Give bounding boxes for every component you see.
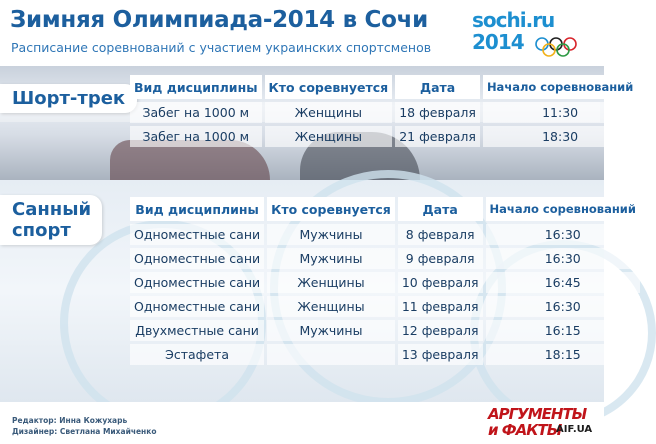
table-row xyxy=(130,296,640,317)
table-row xyxy=(130,344,640,365)
aif-logo-line2: и ФАКТЫ xyxy=(488,421,562,439)
table-cell: Женщины xyxy=(265,126,393,147)
table-row xyxy=(130,248,640,269)
table-row xyxy=(130,126,637,147)
page-title: Зимняя Олимпиада-2014 в Сочи xyxy=(10,7,428,33)
column-header: Начало соревнований xyxy=(486,197,640,221)
table-cell: 9 февраля xyxy=(398,248,483,269)
table-cell: 16:45 xyxy=(486,272,640,293)
table-row xyxy=(130,272,640,293)
table-cell xyxy=(267,344,395,365)
table-cell: Эстафета xyxy=(130,344,264,365)
table-cell: Забег на 1000 м xyxy=(130,102,262,123)
table-cell: Женщины xyxy=(267,296,395,317)
table-cell: Одноместные сани xyxy=(130,224,264,245)
column-header: Дата xyxy=(398,197,483,221)
table-row xyxy=(130,320,640,341)
table-cell: 16:30 xyxy=(486,224,640,245)
table-cell: Мужчины xyxy=(267,320,395,341)
sochi-logo xyxy=(472,8,596,60)
aif-logo-line1: АРГУМЕНТЫ xyxy=(488,405,587,423)
table-cell: 21 февраля xyxy=(395,126,480,147)
table-cell: Одноместные сани xyxy=(130,272,264,293)
section-label-short-track: Шорт-трек xyxy=(0,84,137,113)
table-cell: 11:30 xyxy=(483,102,637,123)
table-cell: Мужчины xyxy=(267,248,395,269)
table-cell: 18:30 xyxy=(483,126,637,147)
header xyxy=(0,0,604,66)
table-header-row xyxy=(130,75,637,99)
column-header: Кто соревнуется xyxy=(265,75,393,99)
table-cell: 16:15 xyxy=(486,320,640,341)
table-cell: 18 февраля xyxy=(395,102,480,123)
aif-logo xyxy=(488,405,596,441)
editor-credit: Редактор: Инна Кожухарь xyxy=(12,416,128,425)
table-header-row xyxy=(130,197,640,221)
short-track-table xyxy=(127,72,640,150)
logo-line2: 2014 xyxy=(472,30,524,54)
table-cell: 11 февраля xyxy=(398,296,483,317)
table-cell: 12 февраля xyxy=(398,320,483,341)
aif-logo-site: AIF.UA xyxy=(556,424,593,435)
table-cell: Двухместные сани xyxy=(130,320,264,341)
table-cell: Мужчины xyxy=(267,224,395,245)
table-cell: 13 февраля xyxy=(398,344,483,365)
table-cell: 8 февраля xyxy=(398,224,483,245)
table-cell: Одноместные сани xyxy=(130,248,264,269)
olympic-rings-icon xyxy=(532,36,596,58)
footer xyxy=(0,402,604,444)
table-cell: Женщины xyxy=(267,272,395,293)
table-cell: Одноместные сани xyxy=(130,296,264,317)
table-cell: 10 февраля xyxy=(398,272,483,293)
column-header: Вид дисциплины xyxy=(130,197,264,221)
column-header: Начало соревнований xyxy=(483,75,637,99)
designer-credit: Дизайнер: Светлана Михайченко xyxy=(12,427,157,436)
column-header: Кто соревнуется xyxy=(267,197,395,221)
table-row xyxy=(130,102,637,123)
logo-line1: sochi.ru xyxy=(472,8,555,32)
table-cell: Забег на 1000 м xyxy=(130,126,262,147)
page-subtitle: Расписание соревнований с участием украинских спортсменов xyxy=(11,40,432,55)
table-cell: 18:15 xyxy=(486,344,640,365)
table-cell: 16:30 xyxy=(486,296,640,317)
table-cell: Женщины xyxy=(265,102,393,123)
table-row xyxy=(130,224,640,245)
section-label-luge: Санный спорт xyxy=(0,195,102,245)
luge-table xyxy=(127,194,643,368)
column-header: Дата xyxy=(395,75,480,99)
table-cell: 16:30 xyxy=(486,248,640,269)
column-header: Вид дисциплины xyxy=(130,75,262,99)
